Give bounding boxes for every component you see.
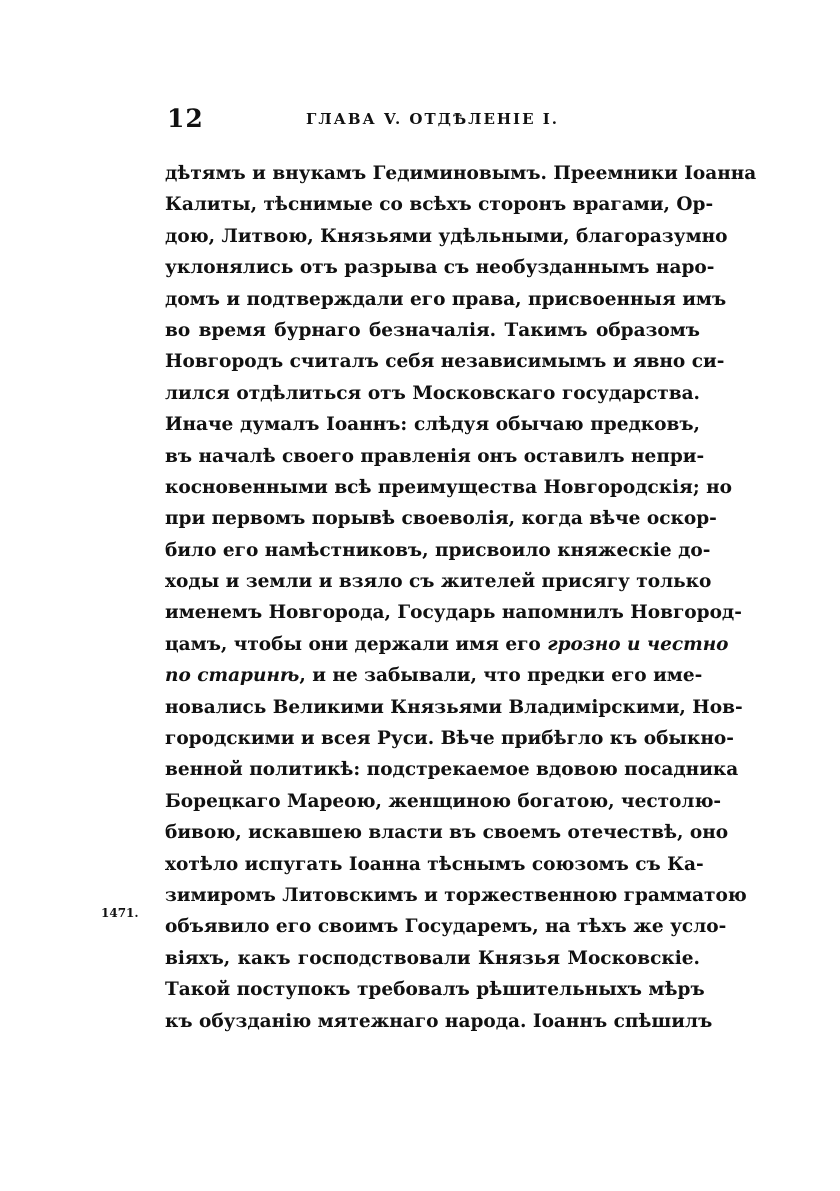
text-segment: , и не забывали, что предки его име-	[299, 665, 703, 687]
text-line: при первомъ порывѣ своеволія, когда вѣче оскор-	[165, 508, 717, 530]
text-line: объявило его своимъ Государемъ, на тѣхъ же усло-	[165, 916, 727, 938]
text-line	[165, 660, 703, 691]
text-line: уклонялись отъ разрыва съ необузданнымъ наро-	[165, 257, 715, 279]
text-line: дѣтямъ и внукамъ Гедиминовымъ. Преемники Іоанна	[165, 163, 757, 184]
text-line: городскими и всея Руси. Вѣче прибѣгло къ обыкно-	[165, 728, 734, 750]
text-line: новались Великими Князьями Владимірскими, Нов-	[165, 696, 743, 718]
text-line: Новгородъ считалъ себя независимымъ и явно си-	[165, 351, 725, 373]
text-line: домъ и подтверждали его права, присвоенныя имъ	[165, 288, 727, 310]
text-line: віяхъ, какъ господствовали Князья Московскіе.	[165, 947, 700, 969]
body-text	[165, 158, 757, 1037]
text-line: Такой поступокъ требовалъ рѣшительныхъ мѣръ	[165, 979, 705, 1001]
text-line: Иначе думалъ Іоаннъ: слѣдуя обычаю предковъ,	[165, 414, 700, 436]
text-line: бивою, искавшею власти въ своемъ отечествѣ, оно	[165, 822, 729, 844]
text-line: къ обузданію мятежнаго народа. Іоаннъ спѣшилъ	[165, 1010, 713, 1032]
text-line: венной политикѣ: подстрекаемое вдовою посадника	[165, 759, 739, 781]
text-line: лился отдѣлиться отъ Московскаго государства.	[165, 382, 700, 404]
running-head: ГЛАВА V. ОТДѢЛЕНІЕ I.	[306, 110, 559, 128]
text-line: ходы и земли и взяло съ жителей присягу только	[165, 571, 712, 593]
text-line: во время бурнаго безначалія. Такимъ образомъ	[165, 319, 700, 341]
text-line	[165, 629, 729, 660]
text-line: Калиты, тѣснимые со всѣхъ сторонъ врагами, Ор-	[165, 194, 714, 216]
text-line: било его намѣстниковъ, присвоило княжескіе до-	[165, 539, 711, 561]
text-line: дою, Литвою, Князьями удѣльными, благоразумно	[165, 225, 728, 247]
margin-year-note: 1471.	[101, 906, 139, 920]
text-line: Борецкаго Мареою, женщиною богатою, честолю-	[165, 790, 722, 812]
page-number: 12	[167, 104, 204, 133]
text-line: косновенными всѣ преимущества Новгородскія; но	[165, 476, 732, 498]
italic-phrase: по старинѣ	[165, 665, 300, 687]
text-line: именемъ Новгорода, Государь напомнилъ Новгород-	[165, 602, 742, 624]
text-line: хотѣло испугать Іоанна тѣснымъ союзомъ съ Ка-	[165, 853, 704, 875]
text-segment: цамъ, чтобы они держали имя его	[165, 633, 541, 655]
text-line: въ началѣ своего правленія онъ оставилъ непри-	[165, 445, 705, 467]
text-line: зимиромъ Литовскимъ и торжественною грамматою	[165, 884, 747, 906]
italic-phrase: грозно и честно	[547, 633, 729, 655]
